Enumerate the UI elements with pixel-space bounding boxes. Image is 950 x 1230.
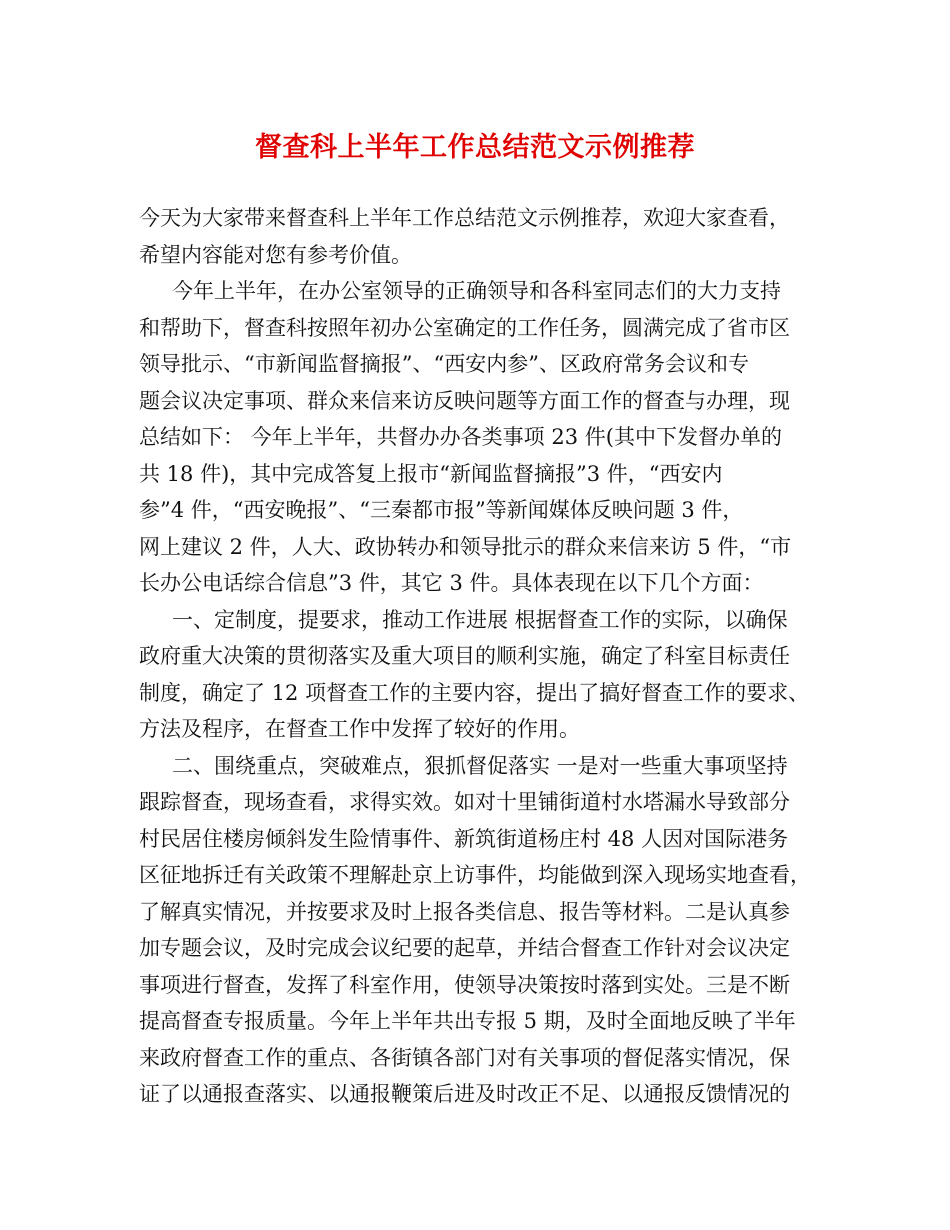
body-text-line: 二、围绕重点，突破难点，狠抓督促落实 一是对一些重大事项坚持 [172,753,788,778]
document-body [139,200,829,1113]
body-text-line: 跟踪督查，现场查看，求得实效。如对十里铺街道村水塔漏水导致部分 [139,790,790,814]
body-text-line: 网上建议 2 件，人大、政协转办和领导批示的群众来信来访 5 件，“市 [139,534,792,559]
body-text-line: 希望内容能对您有参考价值。 [139,242,412,267]
body-text-line: 一、定制度，提要求，推动工作进展 根据督查工作的实际，以确保 [172,607,788,632]
body-text-line: 长办公电话综合信息”3 件，其它 3 件。具体表现在以下几个方面： [139,571,764,595]
body-text-line: 和帮助下，督查科按照年初办公室确定的工作任务，圆满完成了省市区 [139,315,790,340]
document-title: 督查科上半年工作总结范文示例推荐 [255,132,695,163]
body-text-line: 事项进行督查，发挥了科室作用，使领导决策按时落到实处。三是不断 [139,972,790,997]
body-text-line: 政府重大决策的贯彻落实及重大项目的顺利实施，确定了科室目标责任 [139,644,790,668]
body-text-line: 共 18 件)，其中完成答复上报市“新闻监督摘报”3 件，“西安内 [139,461,723,486]
body-text-line: 村民居住楼房倾斜发生险情事件、新筑街道杨庄村 48 人因对国际港务 [139,826,789,851]
body-text-line: 总结如下： 今年上半年，共督办办各类事项 23 件(其中下发督办单的 [139,425,782,449]
body-text-line: 领导批示、“市新闻监督摘报”、“西安内参”、区政府常务会议和专 [139,352,749,376]
body-text-line: 方法及程序，在督查工作中发挥了较好的作用。 [139,717,580,741]
body-text-line: 今天为大家带来督查科上半年工作总结范文示例推荐，欢迎大家查看， [139,206,790,230]
body-text-line: 提高督查专报质量。今年上半年共出专报 5 期，及时全面地反映了半年 [139,1009,796,1033]
body-text-line: 证了以通报查落实、以通报鞭策后进及时改正不足、以通报反馈情况的 [139,1082,790,1106]
body-text-line: 今年上半年，在办公室领导的正确领导和各科室同志们的大力支持 [172,279,781,303]
body-text-line: 加专题会议，及时完成会议纪要的起草，并结合督查工作针对会议决定 [139,936,790,960]
body-text-line: 区征地拆迁有关政策不理解赴京上访事件，均能做到深入现场实地查看， [139,863,811,887]
body-text-line: 了解真实情况，并按要求及时上报各类信息、报告等材料。二是认真参 [139,899,790,924]
body-text-line: 题会议决定事项、群众来信来访反映问题等方面工作的督查与办理，现 [139,388,790,413]
body-text-line: 制度，确定了 12 项督查工作的主要内容，提出了搞好督查工作的要求、 [139,680,810,705]
body-text-line: 来政府督查工作的重点、各街镇各部门对有关事项的督促落实情况，保 [139,1045,790,1070]
body-text-line: 参”4 件，“西安晚报”、“三秦都市报”等新闻媒体反映问题 3 件， [139,498,744,522]
